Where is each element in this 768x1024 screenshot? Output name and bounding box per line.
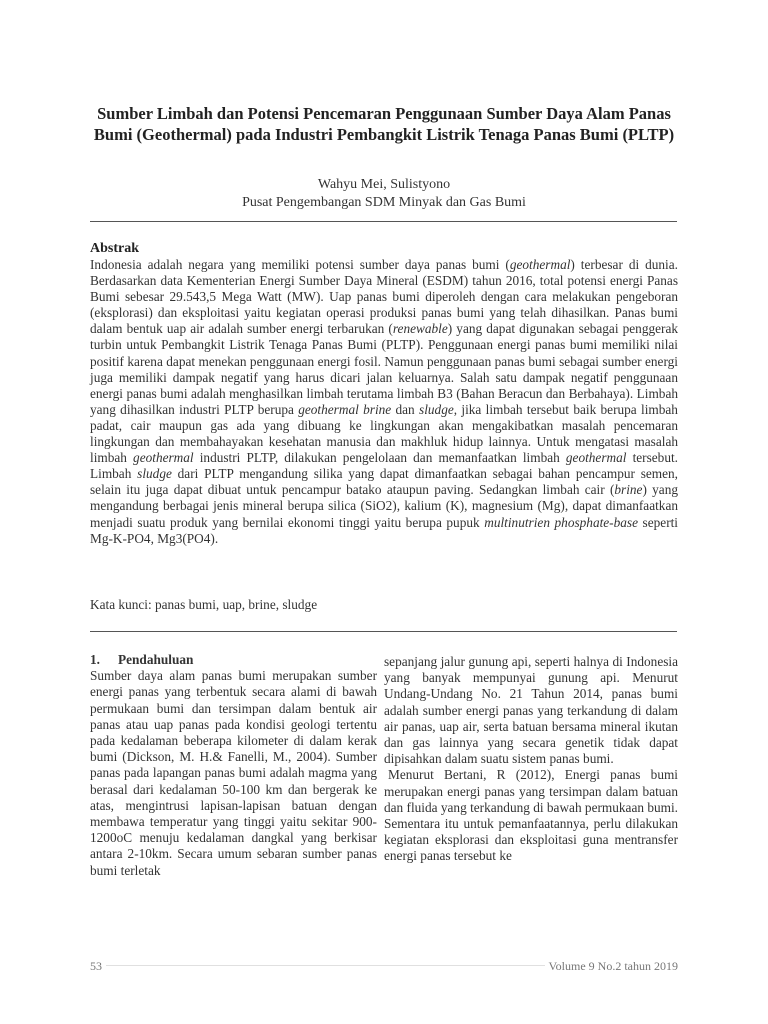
abstract-italic-term: geothermal xyxy=(133,450,194,466)
abstract-text-run: tersebut. Limbah xyxy=(90,450,678,482)
abstract-text-run: dan xyxy=(391,401,420,417)
abstract-italic-term: multinutrien phosphate-base xyxy=(484,514,638,530)
abstract-italic-term: renewable xyxy=(392,321,448,337)
abstract-text-run: ) yang mengandung berbagai jenis mineral berupa silica (SiO2), kalium (K), magnesium (Mg), dapat dimanfaatkan menjadi suatu produk yang bernilai ekonomi tinggi yaitu berupa pupuk xyxy=(90,482,678,530)
abstract-text-run: Indonesia adalah negara yang memiliki potensi sumber daya panas bumi ( xyxy=(90,257,510,272)
section-number: 1. xyxy=(90,652,100,667)
abstract-divider xyxy=(90,631,677,632)
abstract-text-run: seperti Mg-K-PO4, Mg3(PO4). xyxy=(90,514,679,546)
page-number: 53 xyxy=(90,959,106,974)
section-heading xyxy=(90,652,377,668)
abstract-text-run: , jika limbah tersebut baik berupa limbah padat, cair maupun gas ada yang dibuang ke lingkungan akan mengakibatkan masalah pencemaran lingkungan dan membahayakan kesehatan manusia dan makhluk hidup lainnya. Untuk mengatasi masalah limbah xyxy=(90,401,678,466)
section-title: Pendahuluan xyxy=(118,652,194,667)
right-paragraph-2: Menurut Bertani, R (2012), Energi panas bumi merupakan energi panas yang tersimpan dalam batuan dan fluida yang terkandung di bawah permukaan bumi. Sementara itu untuk pemanfaatannya, perlu dilakukan kegiatan eksplorasi dan eksploitasi guna mentransfer energi panas tersebut ke xyxy=(384,767,678,864)
author-block xyxy=(90,176,678,212)
abstract-italic-term: sludge xyxy=(137,466,172,482)
abstract-paragraph xyxy=(90,257,678,547)
abstract-body xyxy=(90,257,678,547)
abstract-heading: Abstrak xyxy=(90,241,140,256)
volume-info: Volume 9 No.2 tahun 2019 xyxy=(545,959,678,974)
abstract-text-run: dari PLTP mengandung silika yang dapat dimanfaatkan sebagai bahan pencampur semen, selain itu juga dapat dibuat untuk pencampur batako ataupun paving. Sedangkan limbah cair ( xyxy=(90,466,678,498)
abstract-italic-term: geothermal xyxy=(509,257,571,272)
right-column xyxy=(384,654,678,865)
abstract-text-run: ) terbesar di dunia. Berdasarkan data Kementerian Energi Sumber Daya Mineral (ESDM) tahun 2016, total potensi energi Panas Bumi sebesar 29.543,5 Mega Watt (MW). Uap panas bumi diperoleh dengan cara melakukan pengeboran (eksplorasi) dan eksploitasi yaitu kegiatan operasi produksi panas bumi yang telah dihasilkan. Panas bumi dalam bentuk uap air adalah sumber energi terbarukan ( xyxy=(90,257,678,337)
abstract-italic-term: geothermal brine xyxy=(298,401,392,417)
header-divider xyxy=(90,221,677,222)
abstract-text-run: ) yang dapat digunakan sebagai penggerak turbin untuk Pembangkit Listrik Tenaga Panas Bumi (PLTP). Penggunaan energi panas bumi memiliki nilai positif karena dapat menekan penggunaan energi fosil. Namun penggunaan panas bumi sebagai sumber energi juga memiliki dampak negatif yang harus dicari jalan keluarnya. Salah satu dampak negatif penggunaan energi panas bumi adalah menghasilkan limbah terutama limbah B3 (Bahan Beracun dan Berbahaya). Limbah yang dihasilkan industri PLTP berupa xyxy=(90,321,678,417)
abstract-italic-term: sludge xyxy=(419,401,454,417)
authors: Wahyu Mei, Sulistyono xyxy=(317,177,451,192)
paper-title: Sumber Limbah dan Potensi Pencemaran Penggunaan Sumber Daya Alam Panas Bumi (Geothermal) pada Industri Pembangkit Listrik Tenaga Panas Bumi (PLTP) xyxy=(93,104,675,144)
left-column xyxy=(90,652,377,879)
left-paragraph: Sumber daya alam panas bumi merupakan sumber energi panas yang terbentuk secara alami di bawah permukaan bumi dan tersimpan dalam bentuk air panas atau uap panas pada kondisi geologi tertentu pada kedalaman beberapa kilometer di dalam kerak bumi (Dickson, M. H.& Fanelli, M., 2004). Sumber panas pada lapangan panas bumi adalah magma yang berasal dari kedalaman 50-100 km dan bergerak ke atas, mengintrusi lapisan-lapisan batuan dengan membawa temperatur yang tinggi yaitu sekitar 900-1200oC menuju kedalaman dangkal yang berkisar antara 2-10km. Secara umum sebaran sumber panas bumi terletak xyxy=(90,668,377,878)
abstract-italic-term: brine xyxy=(614,482,643,498)
keywords: Kata kunci: panas bumi, uap, brine, sludge xyxy=(90,597,318,612)
affiliation: Pusat Pengembangan SDM Minyak dan Gas Bumi xyxy=(242,195,526,210)
right-paragraph-1: sepanjang jalur gunung api, seperti halnya di Indonesia yang banyak mempunyai gunung api. Menurut Undang-Undang No. 21 Tahun 2014, panas bumi adalah sumber energi panas yang terkandung di dalam air panas, uap air, serta batuan bersama mineral ikutan dan gas lainnya yang secara genetik tidak dapat dipisahkan dalam suatu sistem panas bumi. xyxy=(384,654,678,767)
abstract-italic-term: geothermal xyxy=(565,450,627,466)
abstract-text-run: industri PLTP, dilakukan pengelolaan dan memanfaatkan limbah xyxy=(193,450,566,466)
